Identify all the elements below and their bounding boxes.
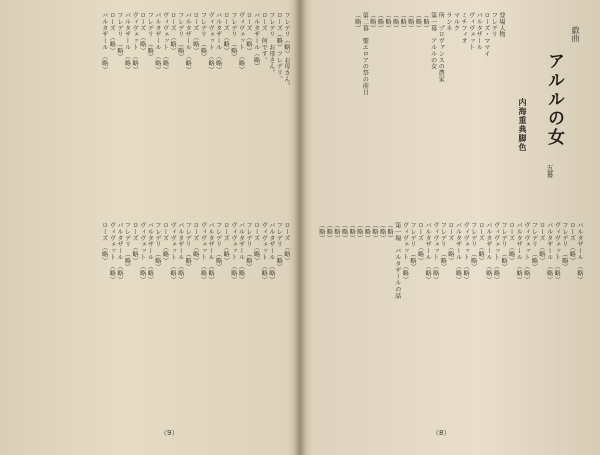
text-line: ヴィヴェット — [467, 12, 475, 51]
text-line: ローズ （略） — [100, 222, 108, 264]
text-line: ヴィヴェット （略） — [260, 222, 268, 283]
text-line: フレデリ お母さん。 — [267, 12, 275, 76]
text-line: バルタザール （略） — [515, 222, 523, 283]
text-line: バルタザール （略） — [424, 222, 432, 283]
play-title: アルルの女 — [544, 52, 564, 147]
left-page-bottom-text — [14, 222, 290, 422]
text-line: ローズ （略） — [507, 222, 515, 264]
text-line: ローズ （略） — [191, 222, 199, 264]
text-line: ヴィヴェット （略） — [161, 12, 169, 73]
right-page-bottom-text — [305, 222, 583, 422]
text-line: ヴィヴェット （略） — [401, 222, 409, 283]
text-line: ヴィヴェット （略） — [131, 12, 139, 73]
text-line: フレデリ （略） — [469, 222, 477, 271]
text-line: フレデリ （略） — [245, 222, 253, 271]
text-line: ヴィヴェット （略） — [237, 12, 245, 73]
text-line: （略） — [353, 12, 361, 32]
text-line: フレデリ （略） — [560, 222, 568, 271]
text-line: （略） — [391, 12, 399, 32]
text-line: ローズ 何です。 — [260, 12, 268, 64]
text-line: ヴィヴェット （略） — [229, 222, 237, 283]
text-line: ローズ・ママイ — [482, 12, 490, 57]
text-line: 第二幕 聖エロアの祭の前日 — [361, 12, 369, 96]
translator-credit: 内海重典脚色 — [518, 98, 528, 152]
text-line: （略） — [348, 222, 356, 242]
text-line: ヴィヴェット （略） — [522, 222, 530, 283]
text-line: ミチフィオ — [460, 12, 468, 44]
text-line: バルタザール （略） — [267, 222, 275, 283]
text-line: （略） — [378, 222, 386, 242]
text-line: ランネ — [444, 12, 452, 32]
text-line: バルタザール （略） — [100, 12, 108, 73]
text-line: バルタザール — [475, 12, 483, 51]
text-line: ヴィヴェット （略） — [462, 222, 470, 283]
text-line: （略） — [406, 12, 414, 32]
genre-label: 戯曲 — [571, 26, 580, 42]
text-line: フレデリ （略） — [115, 12, 123, 61]
text-line: （略） — [317, 222, 325, 242]
text-line: ローズ （略） — [108, 12, 116, 54]
text-line: フレデリ （略） — [184, 222, 192, 271]
text-line: （略） — [414, 12, 422, 32]
right-page-top-text — [305, 12, 505, 217]
text-line: バルタザール （略） — [214, 12, 222, 73]
text-line: （略） — [368, 12, 376, 32]
text-line: ローズ （略） — [131, 222, 139, 264]
text-line: フレデリ （略） — [530, 222, 538, 271]
text-line: ローズ （略） — [568, 222, 576, 264]
text-line: ローズ （略） — [245, 12, 253, 54]
text-line: バルタザール （略） — [576, 222, 583, 283]
text-line: ローズ （略） — [538, 222, 546, 264]
text-line: バルタザール （略） — [184, 12, 192, 73]
text-line: ヴィヴェット （略） — [169, 222, 177, 283]
text-line: ローズ （略） — [252, 222, 260, 264]
text-line: バルタザール （略） — [484, 222, 492, 283]
text-line: ヴィヴェット （略） — [108, 222, 116, 283]
text-line: フレデリ （略） — [229, 12, 237, 61]
text-line: （略） — [384, 12, 392, 32]
text-line: ローズ （略） — [222, 222, 230, 264]
text-line: 所 プロヴァンスの農家 — [437, 12, 445, 83]
text-line: ローズ （略） — [446, 222, 454, 264]
page-number-right: （8） — [432, 429, 451, 437]
text-line: （略） — [340, 222, 348, 242]
text-line: バルタザール （略） — [153, 12, 161, 73]
text-line: 第一場 バルタザールの話 — [393, 222, 401, 299]
text-line: （略） — [376, 12, 384, 32]
text-line: バルタザール （略） — [176, 222, 184, 283]
text-line: フレデリ （略） — [123, 222, 131, 271]
text-line: ヴィヴェット （略） — [199, 222, 207, 283]
text-line: フレデリ （略） — [176, 12, 184, 61]
left-page-top-text — [14, 12, 290, 217]
text-line: マルク — [452, 12, 460, 32]
text-line: （略） — [355, 222, 363, 242]
text-line: ローズ（略）フレデリ。 — [275, 12, 283, 83]
text-line: ローズ （略） — [169, 12, 177, 54]
text-line: （略） — [386, 222, 394, 242]
text-line: ローズ （略） — [161, 222, 169, 264]
text-line: フレデリ （略） — [439, 222, 447, 271]
text-line: フレデリ（略）お母さん。 — [283, 12, 290, 89]
text-line: ヴィヴェット （略） — [431, 222, 439, 283]
text-line: ヴィヴェット （略） — [553, 222, 561, 283]
text-line: 第一幕 アルルの女 — [429, 12, 437, 70]
text-line: フレデリ （略） — [199, 12, 207, 61]
text-line: バルタザール （略） — [207, 222, 215, 283]
title-block — [512, 14, 592, 224]
text-line: （略） — [422, 12, 430, 32]
text-line: （略） — [333, 222, 340, 242]
text-line: ヴィヴェット （略） — [207, 12, 215, 73]
text-line: （略） — [399, 12, 407, 32]
text-line: フレデリ （略） — [153, 222, 161, 271]
acts-label: 五幕 — [546, 164, 554, 178]
text-line: ヴィヴェット （略） — [138, 222, 146, 283]
text-line: ローズ （略） — [416, 222, 424, 264]
text-line: フレデリ （略） — [408, 222, 416, 271]
text-line: （略） — [363, 222, 371, 242]
text-line: バルタザール （略） — [123, 12, 131, 73]
text-line: ローズ （略） — [477, 222, 485, 264]
text-line: ローズ （略） — [138, 12, 146, 54]
text-line: バルタザール （略） — [237, 222, 245, 283]
text-line: バルタザール （略） — [146, 222, 154, 283]
text-line: ローズ （略） — [222, 12, 230, 54]
text-line: （略） — [370, 222, 378, 242]
text-line: バルタザール （略） — [454, 222, 462, 283]
text-line: フレデリ — [490, 12, 498, 38]
text-line: フレデリ （略） — [214, 222, 222, 271]
text-line: バルタザール （略） — [545, 222, 553, 283]
text-line: ローズ （略） — [283, 222, 290, 264]
text-line: ヴィヴェット （略） — [492, 222, 500, 283]
text-line: フレデリ （略） — [146, 12, 154, 61]
text-line: バルタザール（略） — [252, 12, 260, 70]
page-number-left: （9） — [160, 429, 179, 437]
text-line: ローズ （略） — [191, 12, 199, 54]
text-line: （略） — [325, 222, 333, 242]
text-line: 登場人物 — [498, 12, 505, 38]
text-line: フレデリ （略） — [500, 222, 508, 271]
text-line: フレデリ （略） — [275, 222, 283, 271]
text-line: バルタザール （略） — [115, 222, 123, 283]
